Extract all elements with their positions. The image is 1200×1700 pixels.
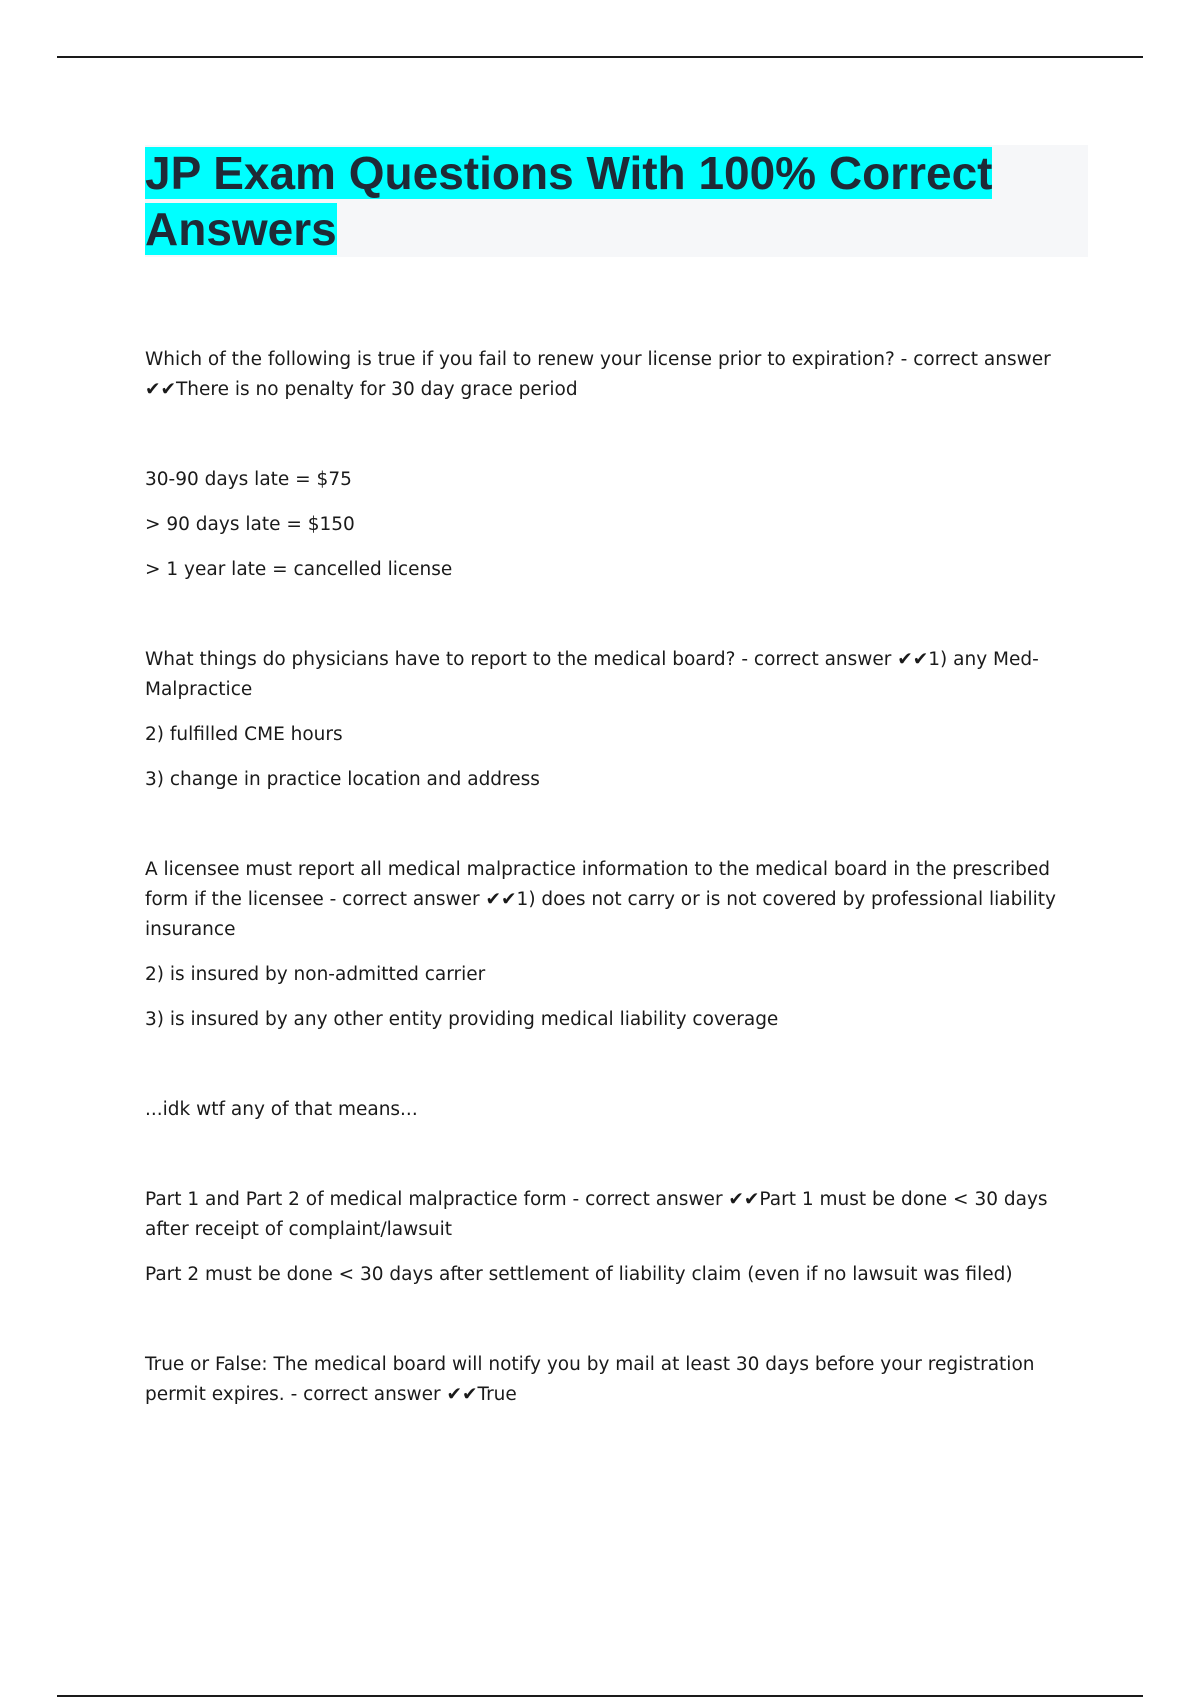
title-line-2: Answers (145, 203, 337, 255)
fee-line: > 1 year late = cancelled license (145, 559, 453, 580)
answer-line: 3) is insured by any other entity providing medical liability coverage (145, 1009, 779, 1030)
document-title (145, 145, 1045, 257)
qa-block-form-parts (145, 1185, 1095, 1290)
answer-line: 3) change in practice location and address (145, 769, 540, 790)
qa-block-renewal (145, 345, 1095, 405)
document-body (145, 345, 1095, 1410)
qa-block-report-items (145, 645, 1095, 795)
qa-block-true-false (145, 1350, 1095, 1410)
question-text: Part 1 and Part 2 of medical malpractice form - correct answer ✔✔Part 1 must be done < 30 days after receipt of complaint/lawsuit (145, 1189, 1048, 1240)
title-line-1: JP Exam Questions With 100% Correct (145, 147, 993, 199)
note-text: ...idk wtf any of that means... (145, 1099, 418, 1120)
answer-line: 2) is insured by non-admitted carrier (145, 964, 486, 985)
question-text: A licensee must report all medical malpractice information to the medical board in the prescribed form if the licensee - correct answer ✔✔1) does not carry or is not covered by professional liability insurance (145, 859, 1056, 940)
fee-line: > 90 days late = $150 (145, 514, 355, 535)
bottom-rule (57, 1695, 1143, 1697)
question-text: What things do physicians have to report to the medical board? - correct answer ✔✔1) any Med-Malpractice (145, 649, 1039, 700)
answer-line: 2) fulfilled CME hours (145, 724, 343, 745)
answer-line: Part 2 must be done < 30 days after settlement of liability claim (even if no lawsuit was filed) (145, 1264, 1013, 1285)
top-rule (57, 56, 1143, 58)
question-text: Which of the following is true if you fail to renew your license prior to expiration? - correct answer ✔✔There is no penalty for 30 day grace period (145, 349, 1051, 400)
qa-block-note (145, 1095, 1095, 1125)
question-text: True or False: The medical board will notify you by mail at least 30 days before your registration permit expires. - correct answer ✔✔True (145, 1354, 1035, 1405)
qa-block-malpractice-report (145, 855, 1095, 1035)
fee-line: 30-90 days late = $75 (145, 469, 352, 490)
qa-block-late-fees (145, 465, 1095, 585)
